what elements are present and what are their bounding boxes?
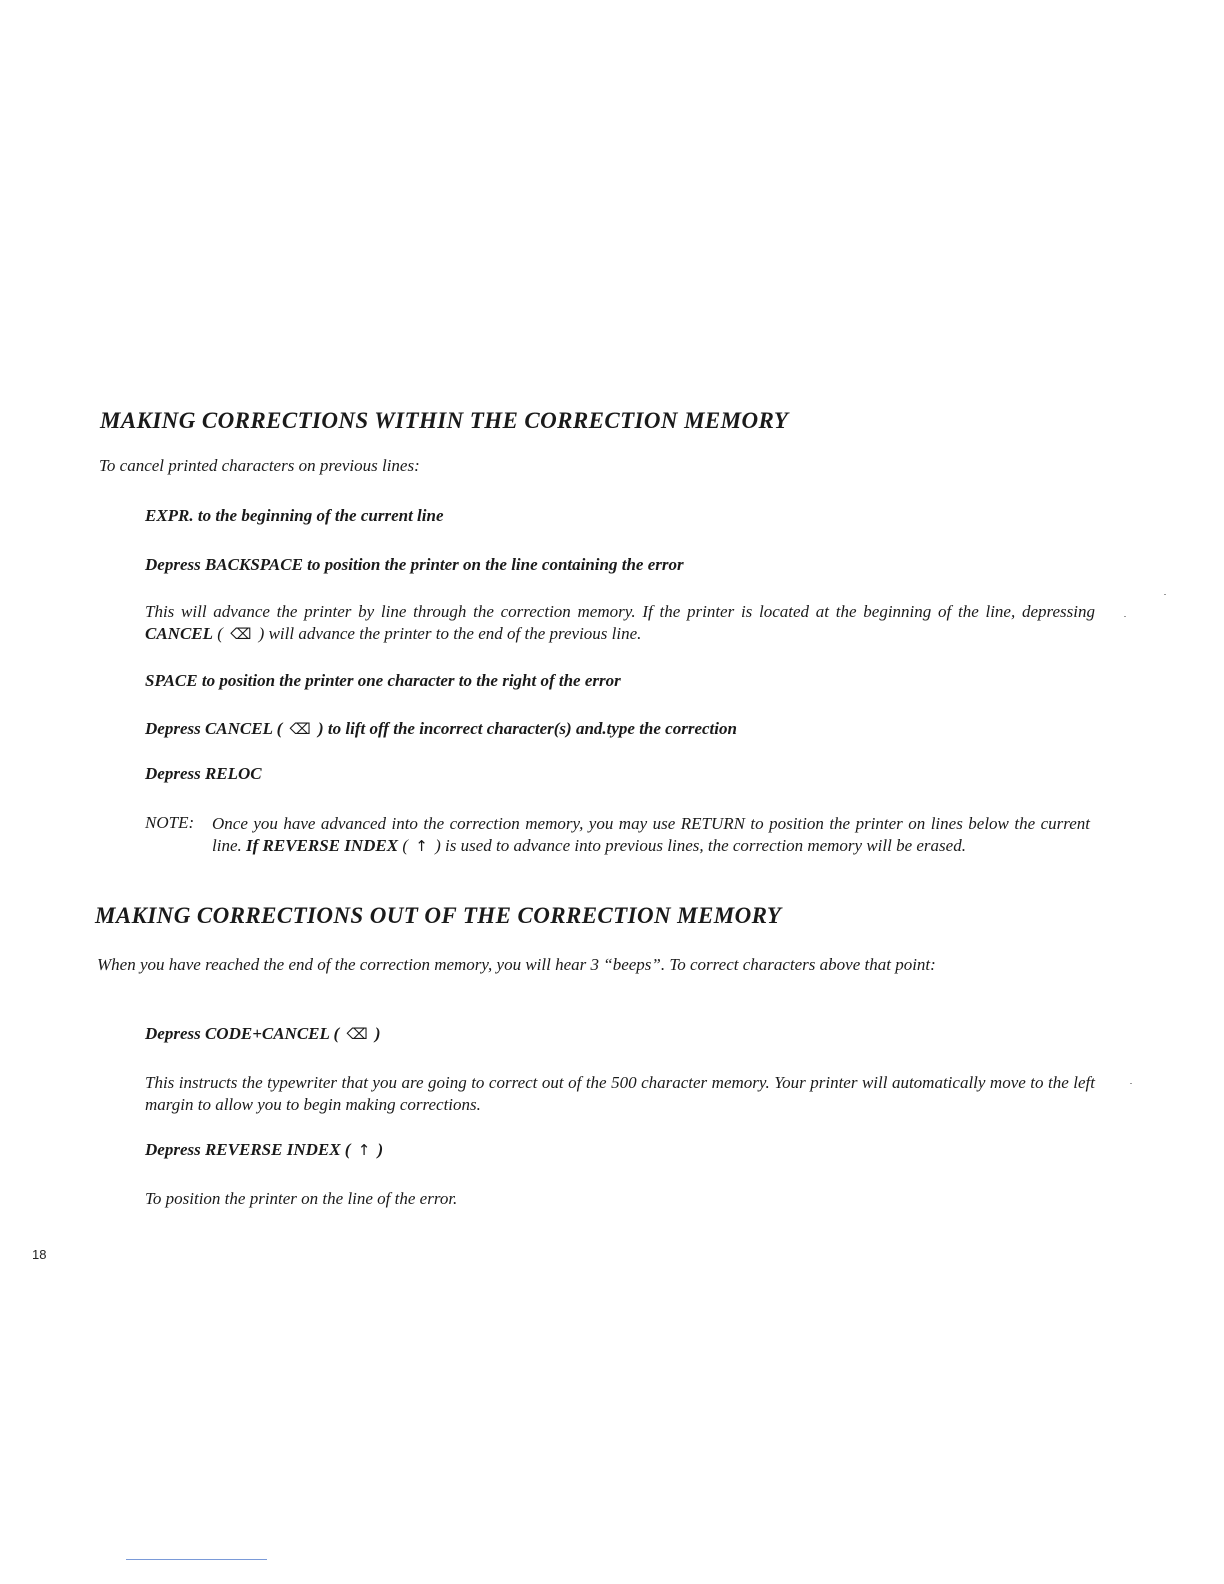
scan-speck [1124,616,1126,617]
page-number: 18 [32,1247,47,1262]
reverse-index-icon: ↑ [415,837,428,855]
note-label: NOTE: [145,813,195,832]
cancel-keyword: CANCEL [145,624,214,643]
paren-open: ( [398,836,413,855]
bottom-edge-rule [126,1559,267,1560]
explanation-text: This will advance the printer by line through the correction memory. If the printer is located at the beginning of the line, depressing [145,602,1095,621]
paren-close: ) [373,1140,384,1159]
paren-close: ) [370,1024,381,1043]
step-code-cancel [145,1024,381,1044]
step-code-cancel-text: Depress CODE+CANCEL ( [145,1024,344,1043]
step-backspace: Depress BACKSPACE to position the printer on the line containing the error [145,555,684,574]
final-instruction: To position the printer on the line of the error. [145,1189,458,1208]
section-heading-out-of-memory: MAKING CORRECTIONS OUT OF THE CORRECTION MEMORY [95,903,782,928]
scan-speck [1130,1083,1132,1084]
note-text-start: Once you have advanced into the correction memory, you may use RETURN to position the printer on lines below the current line. [212,814,1090,855]
step-space: SPACE to position the printer one character to the right of the error [145,671,621,690]
cancel-key-icon: ⌫ [289,720,311,738]
reverse-index-icon: ↑ [357,1141,371,1159]
explanation-advance [145,601,1095,645]
paren-open: ( [213,624,228,643]
note-text-end: ) is used to advance into previous lines, the correction memory will be erased. [430,836,966,855]
explanation-text-end: ) will advance the printer to the end of the previous line. [254,624,642,643]
scan-speck [1164,594,1166,595]
step-reverse-index-text: Depress REVERSE INDEX ( [145,1140,355,1159]
step-cancel-text-end: ) to lift off the incorrect character(s) and.type the correction [313,719,737,738]
section-intro-beeps: When you have reached the end of the correction memory, you will hear 3 “beeps”. To correct characters above that point: [97,955,936,974]
section-heading-within-memory: MAKING CORRECTIONS WITHIN THE CORRECTION MEMORY [100,408,789,433]
step-cancel [145,719,737,739]
step-reverse-index [145,1140,383,1160]
step-expr: EXPR. to the beginning of the current line [145,506,444,525]
step-reloc: Depress RELOC [145,764,262,783]
cancel-key-icon: ⌫ [346,1025,368,1043]
step-cancel-text: Depress CANCEL ( [145,719,287,738]
section-intro: To cancel printed characters on previous lines: [99,456,420,475]
reverse-index-keyword: If REVERSE INDEX [246,836,399,855]
note-text [212,813,1090,857]
cancel-key-icon: ⌫ [230,625,252,643]
explanation-500-memory: This instructs the typewriter that you are going to correct out of the 500 character memory. Your printer will automatically move to the left margin to allow you to begin making corrections. [145,1073,1095,1114]
